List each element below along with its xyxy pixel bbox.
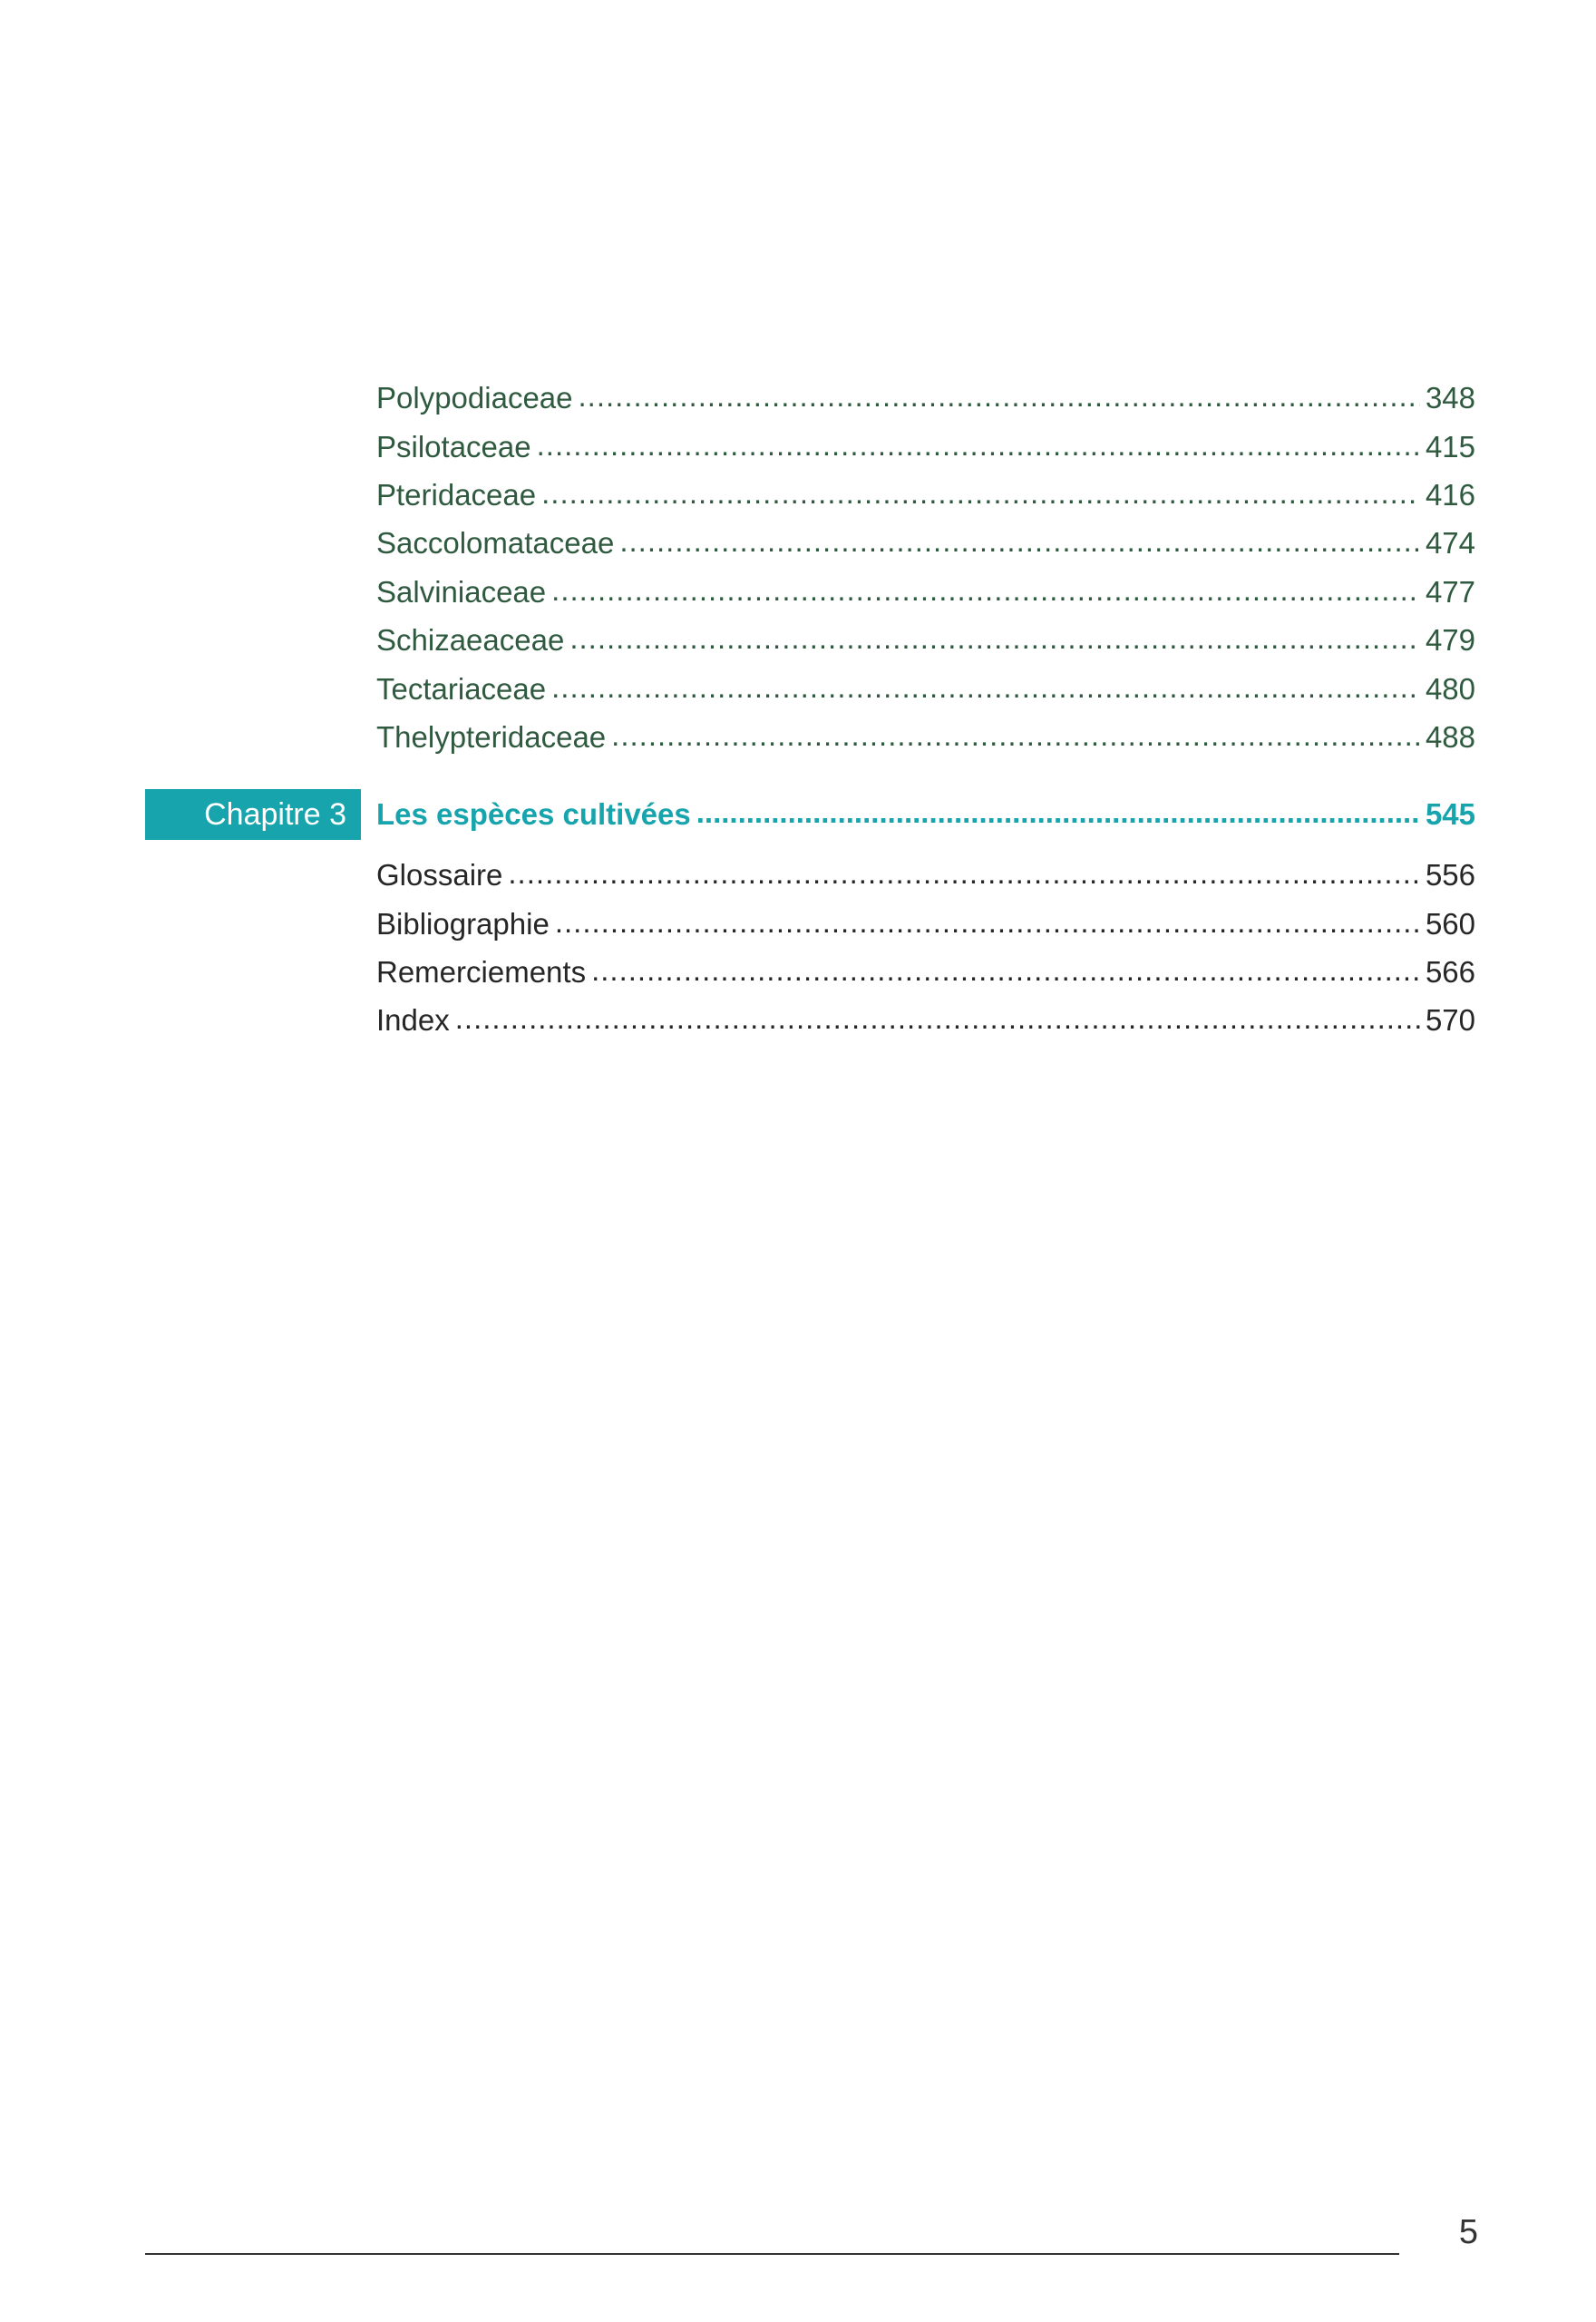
toc-entry-chapter-3[interactable]: [376, 789, 1475, 840]
toc-entry-label: Bibliographie: [376, 907, 550, 941]
dot-leader: [696, 795, 1420, 830]
chapter-page: 545: [1425, 797, 1475, 831]
toc-entry-remerciements[interactable]: [376, 955, 1475, 999]
dot-leader: [569, 621, 1420, 656]
toc-entry-saccolomataceae[interactable]: [376, 526, 1475, 570]
toc-entry-page: 479: [1425, 623, 1475, 657]
toc-entry-label: Salviniaceae: [376, 575, 547, 609]
toc-entry-label: Tectariaceae: [376, 672, 547, 706]
toc-entry-index[interactable]: [376, 1003, 1475, 1047]
dot-leader: [611, 718, 1420, 753]
page-number: 5: [1458, 2213, 1478, 2251]
toc-entry-label: Psilotaceae: [376, 430, 531, 463]
chapter-title: Les espèces cultivées: [376, 797, 691, 831]
toc-entry-page: 477: [1425, 575, 1475, 609]
toc-entry-polypodiaceae[interactable]: [376, 381, 1475, 424]
toc-entry-bibliographie[interactable]: [376, 907, 1475, 951]
toc-entry-label: Remerciements: [376, 955, 587, 989]
toc-entry-page: 560: [1425, 907, 1475, 941]
toc-entry-label: Glossaire: [376, 858, 503, 892]
toc-entry-page: 474: [1425, 526, 1475, 560]
toc-entry-psilotaceae[interactable]: [376, 430, 1475, 473]
dot-leader: [551, 573, 1420, 608]
toc-entry-page: 556: [1425, 858, 1475, 892]
dot-leader: [579, 379, 1420, 414]
dot-leader: [455, 1001, 1420, 1036]
toc-entry-page: 570: [1425, 1003, 1475, 1037]
toc-entry-tectariaceae[interactable]: [376, 672, 1475, 716]
dot-leader: [551, 670, 1420, 705]
toc-entry-label: Pteridaceae: [376, 478, 537, 512]
dot-leader: [537, 428, 1420, 463]
dot-leader: [508, 856, 1420, 891]
dot-leader: [555, 905, 1420, 940]
chapter-tag: Chapitre 3: [145, 789, 361, 840]
toc-entry-label: Index: [376, 1003, 450, 1037]
toc-entry-thelypteridaceae[interactable]: [376, 720, 1475, 764]
toc-entry-label: Thelypteridaceae: [376, 720, 607, 754]
toc-entry-label: Saccolomataceae: [376, 526, 615, 560]
toc-entry-label: Schizaeaceae: [376, 623, 565, 657]
toc-entry-page: 480: [1425, 672, 1475, 706]
toc-entry-pteridaceae[interactable]: [376, 478, 1475, 522]
toc-entry-page: 416: [1425, 478, 1475, 512]
dot-leader: [541, 476, 1420, 511]
toc-entry-label: Polypodiaceae: [376, 381, 573, 415]
toc-entry-glossaire[interactable]: [376, 858, 1475, 902]
toc-entry-page: 566: [1425, 955, 1475, 989]
dot-leader: [591, 953, 1420, 988]
toc-entry-page: 488: [1425, 720, 1475, 754]
toc-entry-salviniaceae[interactable]: [376, 575, 1475, 619]
toc-entry-page: 348: [1425, 381, 1475, 415]
toc-entry-schizaeaceae[interactable]: [376, 623, 1475, 667]
toc-entry-page: 415: [1425, 430, 1475, 463]
dot-leader: [619, 524, 1420, 559]
footer-rule: [145, 2253, 1399, 2255]
